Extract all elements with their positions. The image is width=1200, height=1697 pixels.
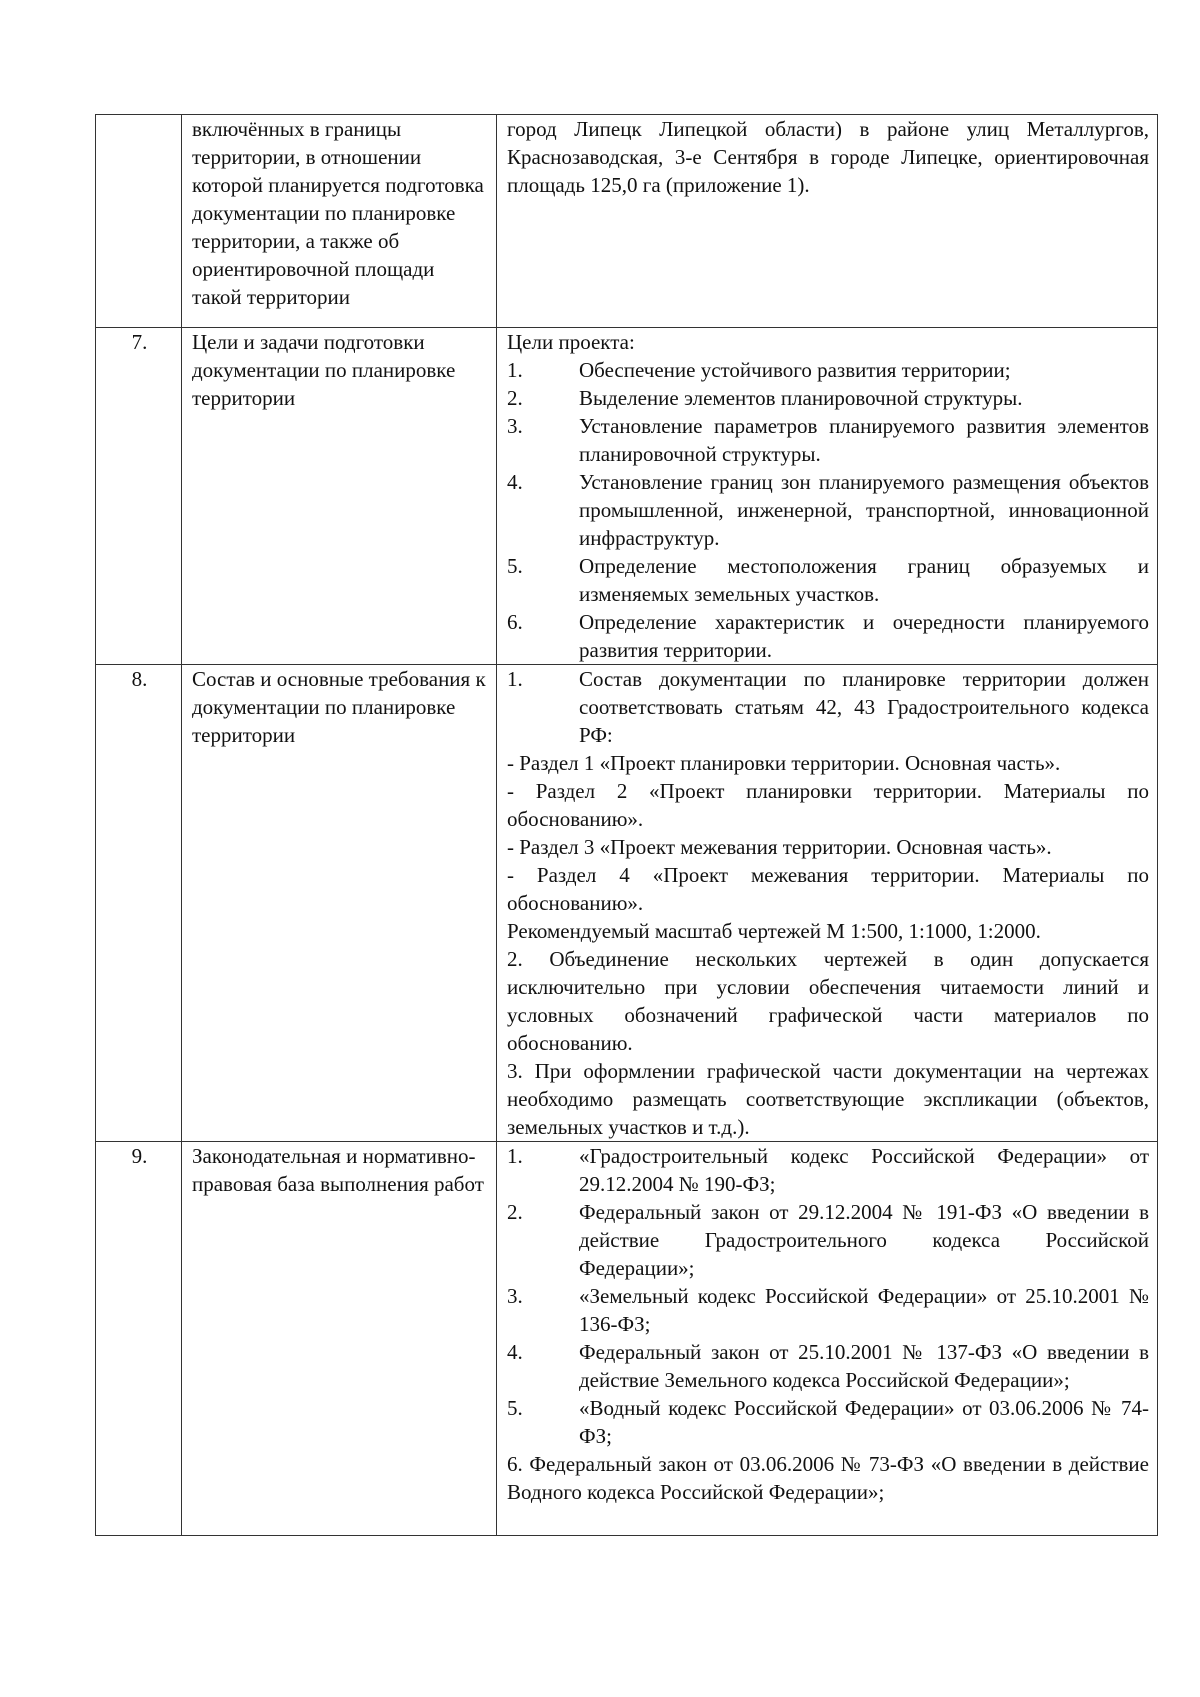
list-marker: 3. — [507, 414, 523, 438]
list-item — [507, 412, 1149, 468]
row-label: Цели и задачи подготовки документации по планировке территории — [182, 328, 497, 665]
list-item — [507, 1338, 1149, 1394]
list-marker: 1. — [507, 1144, 523, 1168]
row-number: 7. — [96, 328, 182, 665]
list-text: Федеральный закон от 29.12.2004 № 191-ФЗ «О введении в действие Градостроительного кодекса Российской Федерации»; — [579, 1200, 1149, 1280]
list-item — [507, 1198, 1149, 1282]
content-paragraph: 2. Объединение нескольких чертежей в один допускается исключительно при условии обеспечения читаемости линий и условных обозначений графической части материалов по обоснованию. — [507, 947, 1149, 1055]
list-text: Установление границ зон планируемого размещения объектов промышленной, инженерной, транспортной, инновационной инфраструктур. — [579, 470, 1149, 550]
content-paragraph: Рекомендуемый масштаб чертежей М 1:500, 1:1000, 1:2000. — [507, 919, 1041, 943]
list-item — [507, 468, 1149, 552]
content-paragraph: - Раздел 4 «Проект межевания территории. Материалы по обоснованию». — [507, 863, 1149, 915]
row-content — [497, 1142, 1158, 1536]
list-marker: 2. — [507, 386, 523, 410]
list-text: Определение характеристик и очередности планируемого развития территории. — [579, 610, 1149, 662]
content-paragraph: - Раздел 1 «Проект планировки территории. Основная часть». — [507, 751, 1061, 775]
content-paragraph: 3. При оформлении графической части документации на чертежах необходимо размещать соответствующие экспликации (объектов, земельных участков и т.д.). — [507, 1059, 1149, 1139]
list-text: Обеспечение устойчивого развития территории; — [579, 358, 1011, 382]
list-text: «Водный кодекс Российской Федерации» от 03.06.2006 № 74-ФЗ; — [579, 1396, 1149, 1448]
list-item — [507, 356, 1149, 384]
content-paragraph: - Раздел 3 «Проект межевания территории. Основная часть». — [507, 835, 1052, 859]
list-marker: 1. — [507, 667, 523, 691]
list-item — [507, 552, 1149, 608]
row-number: 8. — [96, 665, 182, 1142]
content-paragraph: город Липецк Липецкой области) в районе улиц Металлургов, Краснозаводская, 3-е Сентября в городе Липецке, ориентировочная площадь 125,0 га (приложение 1). — [507, 117, 1149, 197]
list-text: Выделение элементов планировочной структуры. — [579, 386, 1023, 410]
list-marker: 2. — [507, 1200, 523, 1224]
row-number: 9. — [96, 1142, 182, 1536]
row-number — [96, 115, 182, 328]
list-text: Федеральный закон от 25.10.2001 № 137-ФЗ «О введении в действие Земельного кодекса Российской Федерации»; — [579, 1340, 1149, 1392]
row-label: включённых в границы территории, в отношении которой планируется подготовка документации по планировке территории, а также об ориентировочной площади такой территории — [182, 115, 497, 328]
row-content — [497, 115, 1158, 328]
content-paragraph: - Раздел 2 «Проект планировки территории. Материалы по обоснованию». — [507, 779, 1149, 831]
list-text: Установление параметров планируемого развития элементов планировочной структуры. — [579, 414, 1149, 466]
list-marker: 4. — [507, 470, 523, 494]
list-item — [507, 665, 1149, 749]
row-label: Законодательная и нормативно-правовая база выполнения работ — [182, 1142, 497, 1536]
list-text: Состав документации по планировке территории должен соответствовать статьям 42, 43 Градостроительного кодекса РФ: — [579, 667, 1149, 747]
table-row — [96, 665, 1158, 1142]
list-item — [507, 384, 1149, 412]
table-row — [96, 115, 1158, 328]
list-item — [507, 608, 1149, 664]
list-marker: 3. — [507, 1284, 523, 1308]
table-row — [96, 328, 1158, 665]
content-paragraph: 6. Федеральный закон от 03.06.2006 № 73-ФЗ «О введении в действие Водного кодекса Российской Федерации»; — [507, 1452, 1149, 1504]
row-content — [497, 328, 1158, 665]
list-marker: 5. — [507, 554, 523, 578]
list-text: Определение местоположения границ образуемых и изменяемых земельных участков. — [579, 554, 1149, 606]
list-item — [507, 1282, 1149, 1338]
list-marker: 5. — [507, 1396, 523, 1420]
row-content — [497, 665, 1158, 1142]
list-marker: 4. — [507, 1340, 523, 1364]
table-row — [96, 1142, 1158, 1536]
requirements-table — [95, 114, 1158, 1536]
list-text: «Градостроительный кодекс Российской Федерации» от 29.12.2004 № 190-ФЗ; — [579, 1144, 1149, 1196]
list-marker: 1. — [507, 358, 523, 382]
content-intro: Цели проекта: — [507, 330, 635, 354]
list-item — [507, 1394, 1149, 1450]
list-marker: 6. — [507, 610, 523, 634]
row-label: Состав и основные требования к документации по планировке территории — [182, 665, 497, 1142]
list-item — [507, 1142, 1149, 1198]
list-text: «Земельный кодекс Российской Федерации» от 25.10.2001 № 136-ФЗ; — [579, 1284, 1149, 1336]
